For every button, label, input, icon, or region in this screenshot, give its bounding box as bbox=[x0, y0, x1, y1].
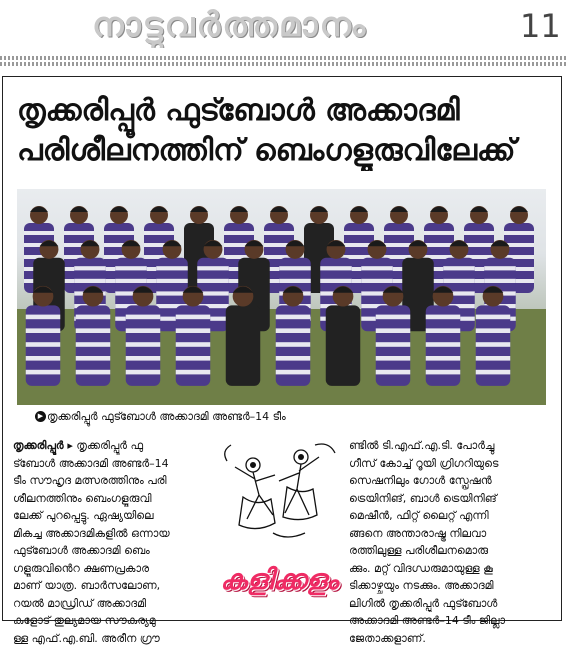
body-line: മികച്ച അക്കാദമികളിൽ ഒന്നായ bbox=[13, 525, 208, 543]
body-line: ശീലനത്തിനും ബെംഗളൂരുവി bbox=[13, 490, 208, 508]
body-line: ക്കും. മറ്റ് വിദഗ്ധരുമായുള്ള കൂ bbox=[349, 560, 554, 578]
body-text: തൃക്കരിപ്പൂർ ഫു bbox=[76, 439, 143, 452]
body-line: റയൽ മാഡ്രിഡ് അക്കാദമി bbox=[13, 595, 208, 613]
section-logo-illustration bbox=[213, 437, 345, 617]
body-line bbox=[13, 437, 208, 455]
page-masthead bbox=[0, 0, 566, 52]
body-line: ണ്ടിൽ ടി.എഫ്.എ.ടി. പോർച്ചു bbox=[349, 437, 554, 455]
body-line: രത്തിലുള്ള പരിശീലനമൊരു bbox=[349, 542, 554, 560]
dotted-rule bbox=[0, 56, 566, 60]
article-body-right-column bbox=[349, 437, 554, 647]
section-title: നാട്ടുവർത്തമാനം bbox=[92, 2, 482, 48]
photo-caption: തൃക്കരിപ്പൂർ ഫുട്ബോൾ അക്കാദമി അണ്ടർ–14 ടീം bbox=[47, 408, 527, 426]
team-photo-illustration bbox=[17, 189, 546, 405]
body-line: ഫുട്ബോൾ അക്കാദമി ബെം bbox=[13, 542, 208, 560]
body-line: ള്ള എഫ്.എ.ബി. അരീന ഗ്രൗ bbox=[13, 630, 208, 647]
body-line: അക്കാദമി അണ്ടർ–14 ടീം ജില്ലാ bbox=[349, 612, 554, 630]
article-body-left-column bbox=[13, 437, 208, 647]
dateline: തൃക്കരിപ്പൂർ ▸ bbox=[13, 439, 73, 452]
body-line: ടീം സൗഹൃദ മത്സരത്തിനും പരി bbox=[13, 472, 208, 490]
body-line: ട്രെയിനിങ്, ബാൾ ട്രെയിനിങ് bbox=[349, 490, 554, 508]
section-logo-text: കളിക്കളം bbox=[213, 555, 345, 605]
body-line: മാണ് യാത്ര. ബാർസലോണ, bbox=[13, 577, 208, 595]
headline-line: പരിശീലനത്തിന് ബെംഗളൂരുവിലേക്ക് bbox=[17, 131, 547, 171]
body-line: ങ്ങനെ അന്താരാഷ്ട്ര നിലവാ bbox=[349, 525, 554, 543]
body-line: ട്ബോൾ അക്കാദമി അണ്ടർ–14 bbox=[13, 455, 208, 473]
body-line: ലിഗിൽ തൃക്കരിപ്പൂർ ഫുട്ബോൾ bbox=[349, 595, 554, 613]
team-photo bbox=[17, 189, 546, 405]
body-line: കളോട് തുല്യമായ സൗകര്യമു bbox=[13, 612, 208, 630]
caption-arrow-icon: ▶ bbox=[35, 411, 46, 422]
body-line: സെഷനിലും ഗോൾ സ്പ്രേഷൻ bbox=[349, 472, 554, 490]
body-line: ലേക്ക് പുറപ്പെട്ടു. ഏഷ്യയിലെ bbox=[13, 507, 208, 525]
dancing-figures-sketch bbox=[213, 437, 345, 557]
headline-line: തൃക്കരിപ്പൂർ ഫുട്ബോൾ അക്കാദമി bbox=[17, 91, 547, 131]
page-number: 11 bbox=[520, 4, 560, 48]
article-headline bbox=[17, 91, 547, 171]
body-line: ഗളൂരുവിൻെറ ക്ഷണപ്രകാര bbox=[13, 560, 208, 578]
dotted-rule bbox=[0, 62, 566, 66]
body-line: ജേതാക്കളാണ്. bbox=[349, 630, 554, 647]
body-line: മെഷീൻ, ഫിറ്റ് ലൈറ്റ് എന്നി bbox=[349, 507, 554, 525]
news-article bbox=[2, 76, 562, 621]
body-line: ടിക്കാഴ്ചയും നടക്കും. അക്കാദമി bbox=[349, 577, 554, 595]
body-line: ഗീസ് കോച്ച് റൂയി ഗ്രിഗറിയുടെ bbox=[349, 455, 554, 473]
